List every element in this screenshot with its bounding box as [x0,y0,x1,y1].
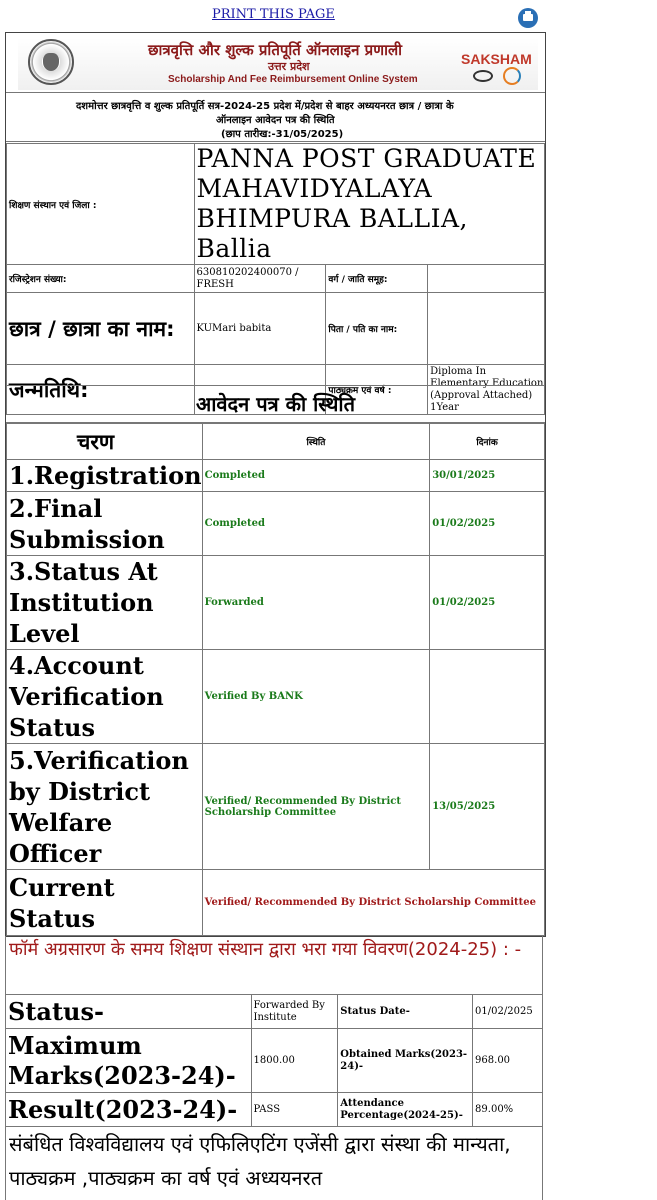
application-status-panel [5,32,546,937]
step-name: 4.Account Verification Status [7,650,203,744]
print-page-link[interactable]: PRINT THIS PAGE [212,7,335,22]
step-date [430,650,545,744]
top-bar [0,0,657,32]
table-row [7,744,545,870]
registration-value: 630810202400070 / FRESH [194,265,326,293]
institution-form-table [5,994,543,1127]
student-info-table [6,143,545,415]
digital-india-logo-icon [503,67,521,85]
table-row [7,556,545,650]
state-name: उत्तर प्रदेश [268,60,310,73]
status-label: Status- [6,995,252,1029]
status-column-header: स्थिति [202,424,430,460]
up-government-seal-icon [28,39,74,85]
max-marks-value: 1800.00 [251,1029,338,1093]
student-name-value: KUMari babita [194,293,326,365]
category-label: वर्ग / जाति समूह: [326,265,428,293]
status-date-value: 01/02/2025 [473,995,543,1029]
father-name-label: पिता / पति का नाम: [326,293,428,365]
student-name-label: छात्र / छात्रा का नाम: [7,293,195,365]
attendance-label: Attendance Percentage(2024-25)- [338,1093,473,1127]
step-date: 13/05/2025 [430,744,545,870]
current-status-value: Verified/ Recommended By District Scholarship Committee [202,870,544,936]
max-marks-label: Maximum Marks(2023-24)- [6,1029,252,1093]
status-steps-table [6,423,545,936]
institution-form-title: फॉर्म अग्रसारण के समय शिक्षण संस्थान द्वारा भरा गया विवरण(2024-25) : - [5,936,543,994]
portal-header [6,33,545,93]
step-name: 3.Status At Institution Level [7,556,203,650]
registration-label: रजिस्ट्रेशन संख्या: [7,265,195,293]
result-label: Result(2023-24)- [6,1093,252,1127]
step-date: 01/02/2025 [430,556,545,650]
session-info [6,94,545,142]
obtained-marks-label: Obtained Marks(2023-24)- [338,1029,473,1093]
date-column-header: दिनांक [430,424,545,460]
attendance-value: 89.00% [473,1093,543,1127]
portal-title-hindi: छात्रवृत्ति और शुल्क प्रतिपूर्ति ऑनलाइन प्रणाली [148,41,403,59]
dob-label: जन्मतिथि: [7,365,195,415]
status-date-label: Status Date- [338,995,473,1029]
table-row [7,650,545,744]
category-value [428,265,545,293]
portal-title-english: Scholarship And Fee Reimbursement Online System [168,74,418,85]
course-value: Diploma In Elementary Education (Approval Attached) 1Year [428,365,545,415]
step-column-header: चरण [7,424,203,460]
application-status-title: आवेदन पत्र की स्थिति [6,385,545,423]
institution-value: PANNA POST GRADUATE MAHAVIDYALAYA BHIMPURA BALLIA, Ballia [194,144,544,265]
step-status: Completed [202,492,430,556]
step-status: Verified By BANK [202,650,430,744]
current-status-label: Current Status [7,870,203,936]
session-line-2: ऑनलाइन आवेदन पत्र की स्थिति [216,115,335,126]
step-name: 2.Final Submission [7,492,203,556]
swachh-bharat-glasses-icon [473,70,493,82]
step-name: 1.Registration [7,460,203,492]
course-label: पाठ्यक्रम एवं वर्ष : [326,365,428,415]
institution-label: शिक्षण संस्थान एवं जिला : [7,144,195,265]
saksham-brand: SAKSHAM [461,51,532,67]
step-date: 30/01/2025 [430,460,545,492]
step-status: Forwarded [202,556,430,650]
session-line-1: दशमोत्तर छात्रवृत्ति व शुल्क प्रतिपूर्ति सत्र-2024-25 प्रदेश में/प्रदेश से बाहर अध्ययनरत छात्र / छात्रा के [76,101,454,112]
status-value: Forwarded By Institute [251,995,338,1029]
step-status: Verified/ Recommended By District Scholarship Committee [202,744,430,870]
step-name: 5.Verification by District Welfare Officer [7,744,203,870]
current-status-row [7,870,545,936]
step-date: 01/02/2025 [430,492,545,556]
step-status: Completed [202,460,430,492]
print-date: (छाप तारीख:-31/05/2025) [221,129,344,140]
obtained-marks-value: 968.00 [473,1029,543,1093]
printer-icon[interactable] [518,8,538,28]
father-name-value [428,293,545,365]
result-value: PASS [251,1093,338,1127]
table-row [7,460,545,492]
table-row [7,492,545,556]
university-recognition-text: संबंधित विश्वविद्यालय एवं एफिलिएटिंग एजेंसी द्वारा संस्था की मान्यता, पाठ्यक्रम ,पाठ्यक्रम का वर्ष एवं अध्ययनरत [5,1127,543,1200]
